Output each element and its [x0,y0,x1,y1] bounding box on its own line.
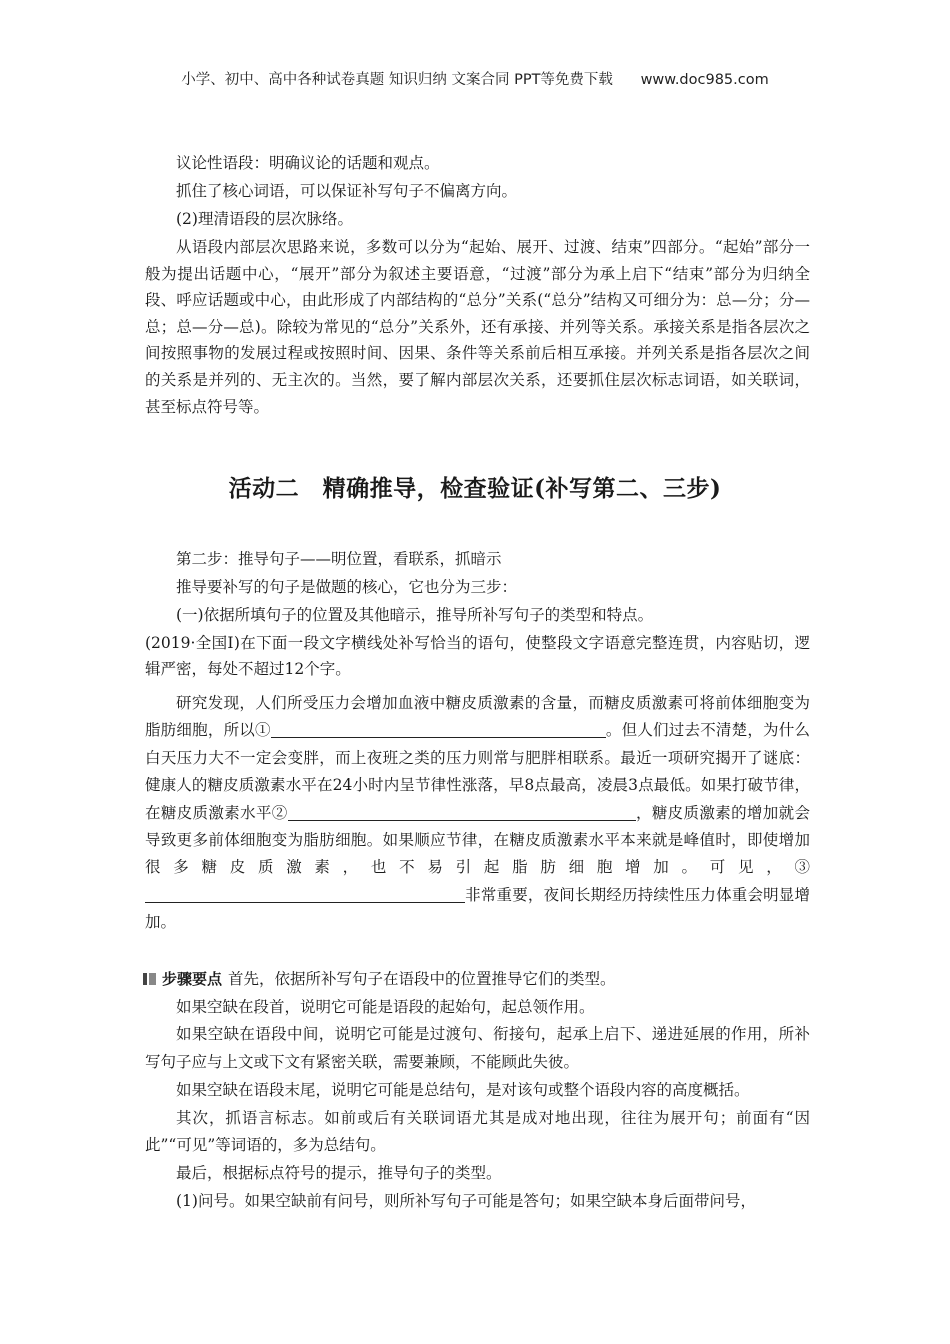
passage-text: 研究发现，人们所受压力会增加血液中糖皮质激素的含量，而糖皮质激素可将前体细胞变为脂肪细胞，所以① [145,694,810,740]
paragraph: (2)理清语段的层次脉络。 [176,210,353,228]
paragraph: (1)问号。如果空缺前有问号，则所补写句子可能是答句；如果空缺本身后面带问号， [176,1191,756,1210]
paragraph: 如果空缺在段首，说明它可能是语段的起始句，起总领作用。 [176,997,595,1016]
paragraph: 如果空缺在语段中间，说明它可能是过渡句、衔接句，起承上启下、递进延展的作用，所补写句子应与上文或下文有紧密关联，需要兼顾，不能顾此失彼。 [145,1025,810,1072]
paragraph: 如果空缺在语段末尾，说明它可能是总结句，是对该句或整个语段内容的高度概括。 [176,1080,750,1099]
passage-text: 非常重要，夜间长期经历持续性压力体重会明显增加。 [145,885,810,932]
answer-blank-1[interactable] [271,719,606,738]
badge-mark-icon [149,973,156,985]
passage-text: ，糖皮质激素的增加就会导致更多前体细胞变为脂肪细胞。如果顺应节律，在糖皮质激素水平本来就是峰值时，即使增加很多糖皮质激素，也不易引起脂肪细胞增加。可见，③ [145,803,810,877]
section-3 [145,966,810,1215]
paragraph: 抓住了核心词语，可以保证补写句子不偏离方向。 [176,182,518,200]
task-instruction: (2019·全国Ⅰ)在下面一段文字横线处补写恰当的语句，使整段文字语意完整连贯，内容贴切，逻辑严密，每处不超过12个字。 [145,634,810,678]
paragraph: 从语段内部层次思路来说，多数可以分为“起始、展开、过渡、结束”四部分。“起始”部分一般为提出话题中心，“展开”部分为叙述主要语意，“过渡”部分为承上启下“结束”部分为归纳全段、呼应话题或中心，由此形成了内部结构的“总分”关系(“总分”结构又可细分为：总—分；分—总；总—分—总)。除较为常见的“总分”关系外，还有承接、并列等关系。承接关系是指各层次之间按照事物的发展过程或按照时间、因果、条件等关系前后相互承接。并列关系是指各层次之间的关系是并列的、无主次的。当然，要了解内部层次关系，还要抓住层次标志词语，如关联词，甚至标点符号等。 [145,238,810,416]
paragraph [145,966,810,994]
paragraph: 最后，根据标点符号的提示，推导句子的类型。 [176,1163,502,1182]
step-badge: 步骤要点 [143,966,222,994]
passage-text: 。但人们过去不清楚，为什么白天压力大不一定会变胖，而上夜班之类的压力则常与肥胖相联系。最近一项研究揭开了谜底：健康人的糖皮质激素水平在24小时内呈节律性涨落，早8点最高，凌晨3点最低。如果打破节律，在糖皮质激素水平② [145,721,810,822]
answer-blank-2-cont[interactable] [598,802,636,821]
answer-blank-2[interactable] [288,802,598,821]
paragraph: 议论性语段：明确议论的话题和观点。 [176,154,440,172]
paragraph: (一)依据所填句子的位置及其他暗示，推导所补写句子的类型和特点。 [176,606,654,624]
paragraph: 推导要补写的句子是做题的核心，它也分为三步： [176,578,518,596]
paragraph: 第二步：推导句子——明位置，看联系，抓暗示 [176,550,502,568]
paragraph: 其次，抓语言标志。如前或后有关联词语尤其是成对地出现，往往为展开句；前面有“因此”“可见”等词语的，多为总结句。 [145,1108,810,1155]
section-2 [145,546,810,939]
section-title: 活动二 精确推导，检查验证(补写第二、三步) [228,475,722,502]
section-1 [145,150,810,422]
paragraph-text: 首先，依据所补写句子在语段中的位置推导它们的类型。 [228,970,616,988]
answer-blank-3[interactable] [145,884,465,903]
badge-mark-icon [143,973,147,985]
page-header: 小学、初中、高中各种试卷真题 知识归纳 文案合同 PPT等免费下载 www.doc985.com [181,72,769,88]
exercise-passage [145,690,810,937]
